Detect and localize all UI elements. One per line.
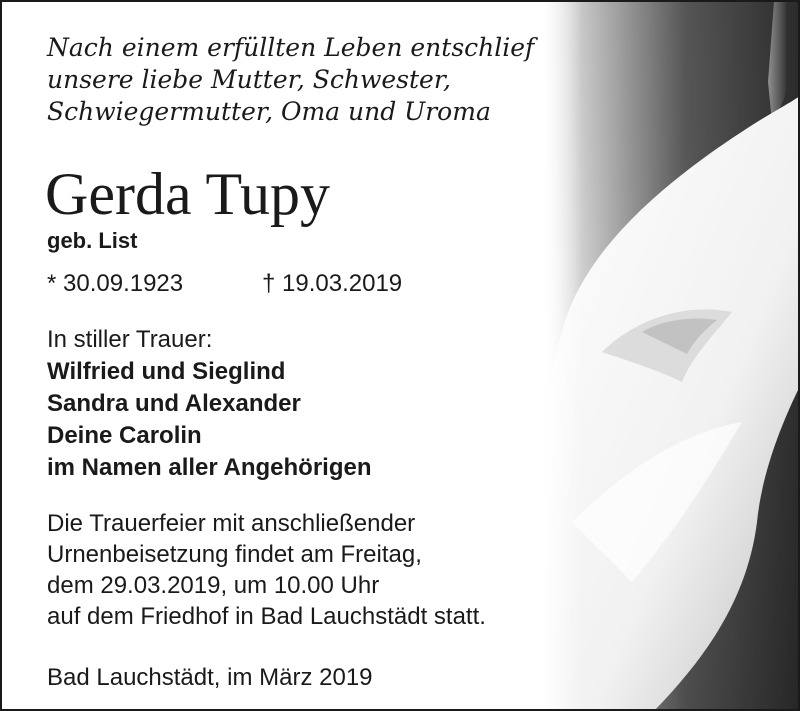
ceremony-line: Urnenbeisetzung findet am Freitag, xyxy=(47,541,422,568)
life-dates xyxy=(47,267,403,301)
mourner-name: Wilfried und Sieglind xyxy=(47,358,286,385)
intro-line: Nach einem erfüllten Leben entschlief xyxy=(47,33,535,62)
ceremony-line: Die Trauerfeier mit anschließender xyxy=(47,510,416,537)
ceremony-line: auf dem Friedhof in Bad Lauchstädt statt. xyxy=(47,603,486,630)
ceremony-info xyxy=(47,508,486,632)
intro-line: unsere liebe Mutter, Schwester, xyxy=(47,65,451,94)
birth-date: * 30.09.1923 xyxy=(47,270,184,297)
intro-text xyxy=(47,32,534,128)
mourner-name: im Namen aller Angehörigen xyxy=(47,454,372,481)
mourners-list xyxy=(47,324,372,484)
place-and-date: Bad Lauchstädt, im März 2019 xyxy=(47,664,373,691)
deceased-name: Gerda Tupy xyxy=(45,161,331,227)
maiden-name: geb. List xyxy=(47,228,138,253)
mourner-name: Deine Carolin xyxy=(47,422,202,449)
death-date: † 19.03.2019 xyxy=(262,270,403,297)
ceremony-line: dem 29.03.2019, um 10.00 Uhr xyxy=(47,572,380,599)
calla-lily-flower-image xyxy=(542,2,800,711)
mourner-name: Sandra und Alexander xyxy=(47,390,301,417)
intro-line: Schwiegermutter, Oma und Uroma xyxy=(47,97,491,126)
mourners-lead: In stiller Trauer: xyxy=(47,326,213,353)
